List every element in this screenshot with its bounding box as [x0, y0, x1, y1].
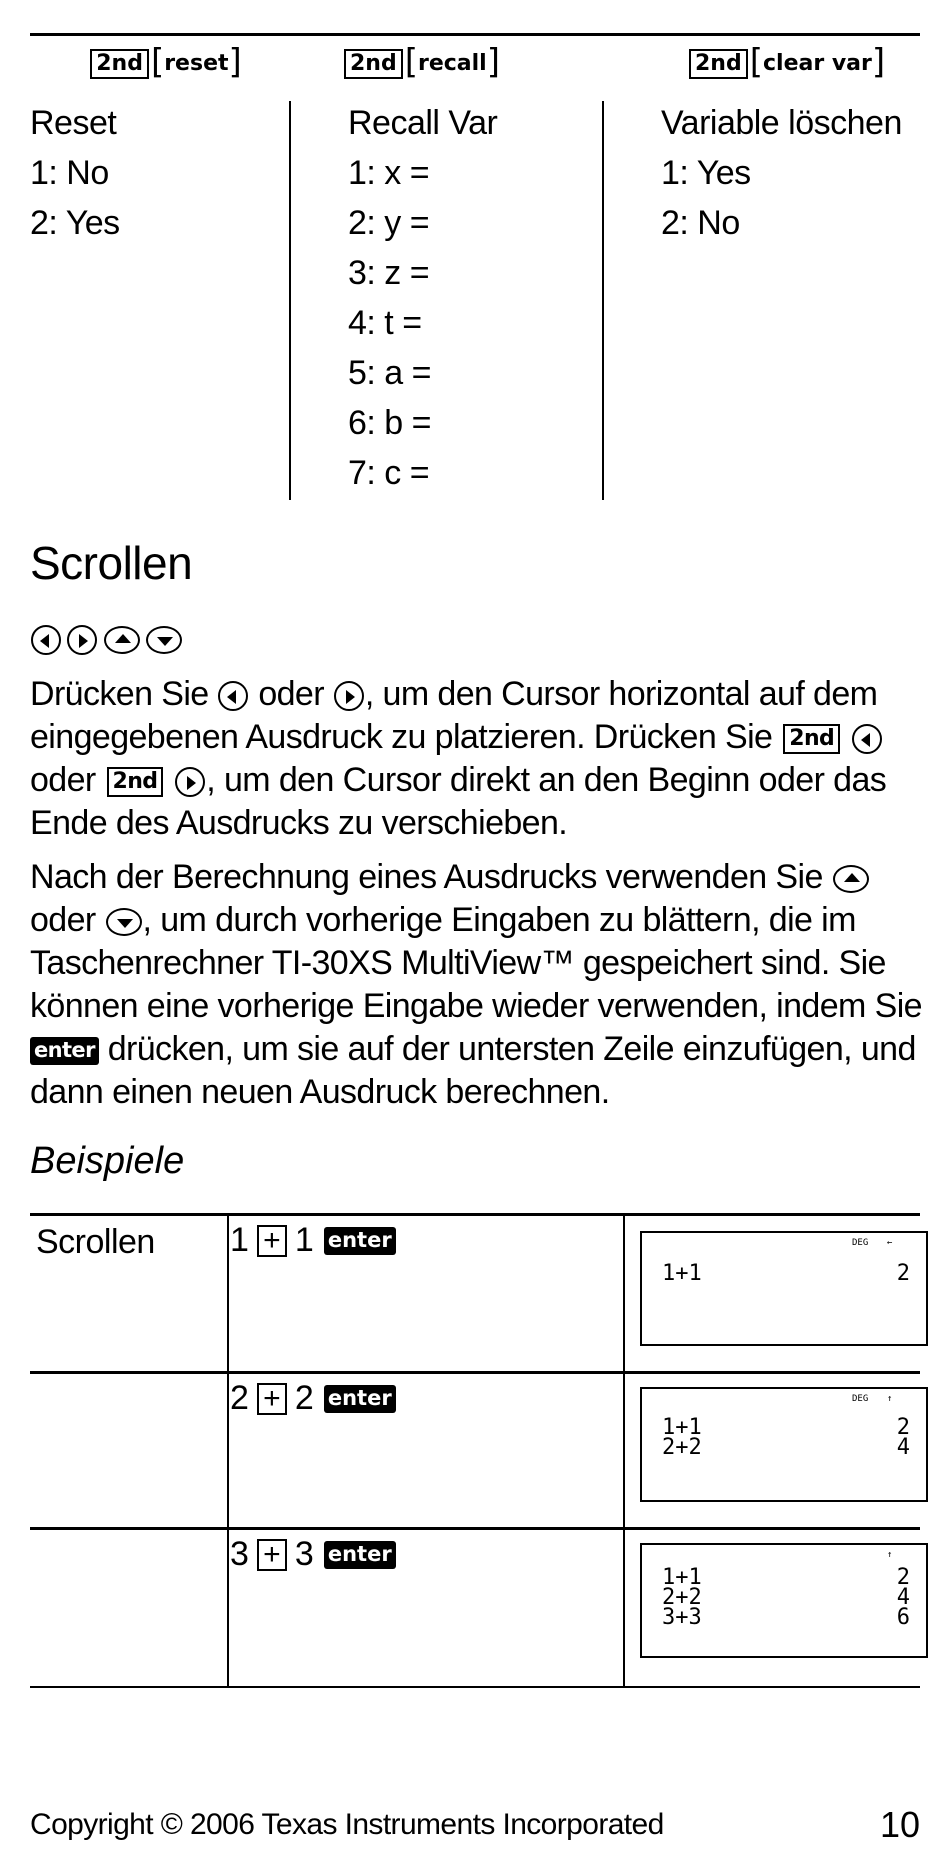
up-arrow-icon	[104, 626, 140, 654]
example-label: Scrollen	[36, 1223, 155, 1261]
text: eingegebenen Ausdruck zu platzieren. Drücken Sie	[30, 718, 773, 756]
key-2nd: 2nd	[783, 724, 840, 754]
screen-row	[662, 1263, 910, 1285]
digit: 3	[230, 1535, 249, 1573]
arrow-indicator: ↑	[887, 1550, 893, 1560]
digit: 2	[294, 1379, 314, 1417]
table-rule	[30, 1686, 920, 1688]
menu-option: 3: z =	[348, 254, 430, 292]
text: , um den Cursor horizontal auf dem	[364, 675, 878, 713]
arrow-indicator: ↑	[887, 1394, 893, 1404]
right-arrow-icon	[334, 681, 364, 711]
arrow-indicator: ←	[887, 1238, 893, 1248]
example-keystrokes	[230, 1379, 396, 1418]
down-arrow-icon	[106, 908, 142, 936]
screen-result: 4	[896, 1585, 910, 1610]
screen-row	[662, 1607, 910, 1629]
digit: 1	[294, 1221, 314, 1259]
screen-result: 2	[896, 1565, 910, 1590]
menu-option: 1: No	[30, 154, 109, 192]
menu-option: 2: y =	[348, 204, 430, 242]
table-rule	[30, 1371, 920, 1374]
screen-expression: 1+1	[662, 1261, 702, 1286]
screen-expression: 2+2	[662, 1585, 702, 1610]
table-column-divider	[227, 1214, 229, 1687]
calculator-screen	[640, 1543, 928, 1658]
key-2nd: 2nd	[344, 49, 403, 79]
text: dann einen neuen Ausdruck berechnen.	[30, 1073, 610, 1111]
copyright: Copyright © 2006 Texas Instruments Incorporated	[30, 1808, 664, 1841]
screen-result: 2	[896, 1415, 910, 1440]
left-arrow-icon	[852, 724, 882, 754]
mode-indicator: DEG	[852, 1394, 869, 1404]
right-arrow-icon	[175, 767, 205, 797]
menu-clear-var-keys	[687, 44, 921, 84]
text: Ende des Ausdrucks zu verschieben.	[30, 804, 568, 842]
menu-option: 6: b =	[348, 404, 432, 442]
digit: 1	[230, 1221, 249, 1259]
key-recall: [ recall ]	[404, 42, 500, 82]
text: , um den Cursor direkt an den Beginn oder das	[206, 761, 887, 799]
paragraph-cursor	[30, 673, 930, 845]
text: Taschenrechner TI-30XS MultiView™ gespeichert sind. Sie	[30, 944, 886, 982]
menu-option: 7: c =	[348, 454, 430, 492]
menu-option: 4: t =	[348, 304, 422, 342]
example-keystrokes	[230, 1221, 396, 1260]
screen-expression: 3+3	[662, 1605, 702, 1630]
menu-option: 1: Yes	[661, 154, 751, 192]
key-clear-var: [ clear var ]	[749, 42, 886, 82]
screen-result: 6	[896, 1605, 910, 1630]
screen-row	[662, 1437, 910, 1459]
text: Nach der Berechnung eines Ausdrucks verwenden Sie	[30, 858, 823, 896]
top-rule	[30, 33, 920, 36]
menu-option: 2: Yes	[30, 204, 120, 242]
key-2nd: 2nd	[107, 767, 164, 797]
text: oder	[258, 675, 324, 713]
up-arrow-icon	[833, 865, 869, 893]
menu-clear-var	[661, 44, 921, 248]
text: drücken, um sie auf der untersten Zeile einzufügen, und	[107, 1030, 916, 1068]
left-arrow-icon	[31, 625, 61, 655]
menu-reset	[30, 44, 300, 248]
column-divider	[602, 101, 604, 500]
screen-expression: 2+2	[662, 1435, 702, 1460]
text: können eine vorherige Eingabe wieder verwenden, indem Sie	[30, 987, 922, 1025]
key-reset: [ reset ]	[150, 42, 242, 82]
digit: 3	[294, 1535, 314, 1573]
table-rule	[30, 1527, 920, 1530]
arrow-keys-row	[30, 625, 183, 655]
left-arrow-icon	[218, 681, 248, 711]
section-heading: Scrollen	[30, 537, 193, 589]
mode-indicator: DEG	[852, 1238, 869, 1248]
examples-heading: Beispiele	[30, 1140, 185, 1182]
text: , um durch vorherige Eingaben zu blättern, die im	[142, 901, 856, 939]
calculator-screen	[640, 1387, 928, 1502]
menu-option: 5: a =	[348, 354, 432, 392]
menu-recall-keys	[342, 44, 638, 84]
enter-key: enter	[324, 1541, 396, 1569]
screen-result: 4	[896, 1435, 910, 1460]
calculator-screen	[640, 1231, 928, 1346]
menu-option: 2: No	[661, 204, 740, 242]
text: oder	[30, 901, 96, 939]
screen-expression: 1+1	[662, 1415, 702, 1440]
table-column-divider	[623, 1214, 625, 1687]
enter-key: enter	[324, 1227, 396, 1255]
menu-recall	[348, 44, 638, 498]
key-2nd: 2nd	[90, 49, 149, 79]
plus-key: +	[257, 1539, 287, 1571]
right-arrow-icon	[67, 625, 97, 655]
menu-title: Reset	[30, 104, 117, 142]
down-arrow-icon	[146, 626, 182, 654]
menu-title: Recall Var	[348, 104, 498, 142]
menu-option: 1: x =	[348, 154, 430, 192]
key-2nd: 2nd	[689, 49, 748, 79]
plus-key: +	[257, 1383, 287, 1415]
table-rule	[30, 1213, 920, 1216]
page	[30, 0, 920, 1854]
page-number: 10	[879, 1804, 920, 1845]
screen-expression: 1+1	[662, 1565, 702, 1590]
plus-key: +	[257, 1225, 287, 1257]
menu-reset-keys	[30, 44, 300, 84]
enter-key: enter	[30, 1037, 99, 1065]
screen-result: 2	[896, 1261, 910, 1286]
example-keystrokes	[230, 1535, 396, 1574]
digit: 2	[230, 1379, 249, 1417]
text: oder	[30, 761, 96, 799]
text: Drücken Sie	[30, 675, 209, 713]
enter-key: enter	[324, 1385, 396, 1413]
paragraph-history	[30, 856, 930, 1114]
menu-title: Variable löschen	[661, 104, 902, 142]
column-divider	[289, 101, 291, 500]
